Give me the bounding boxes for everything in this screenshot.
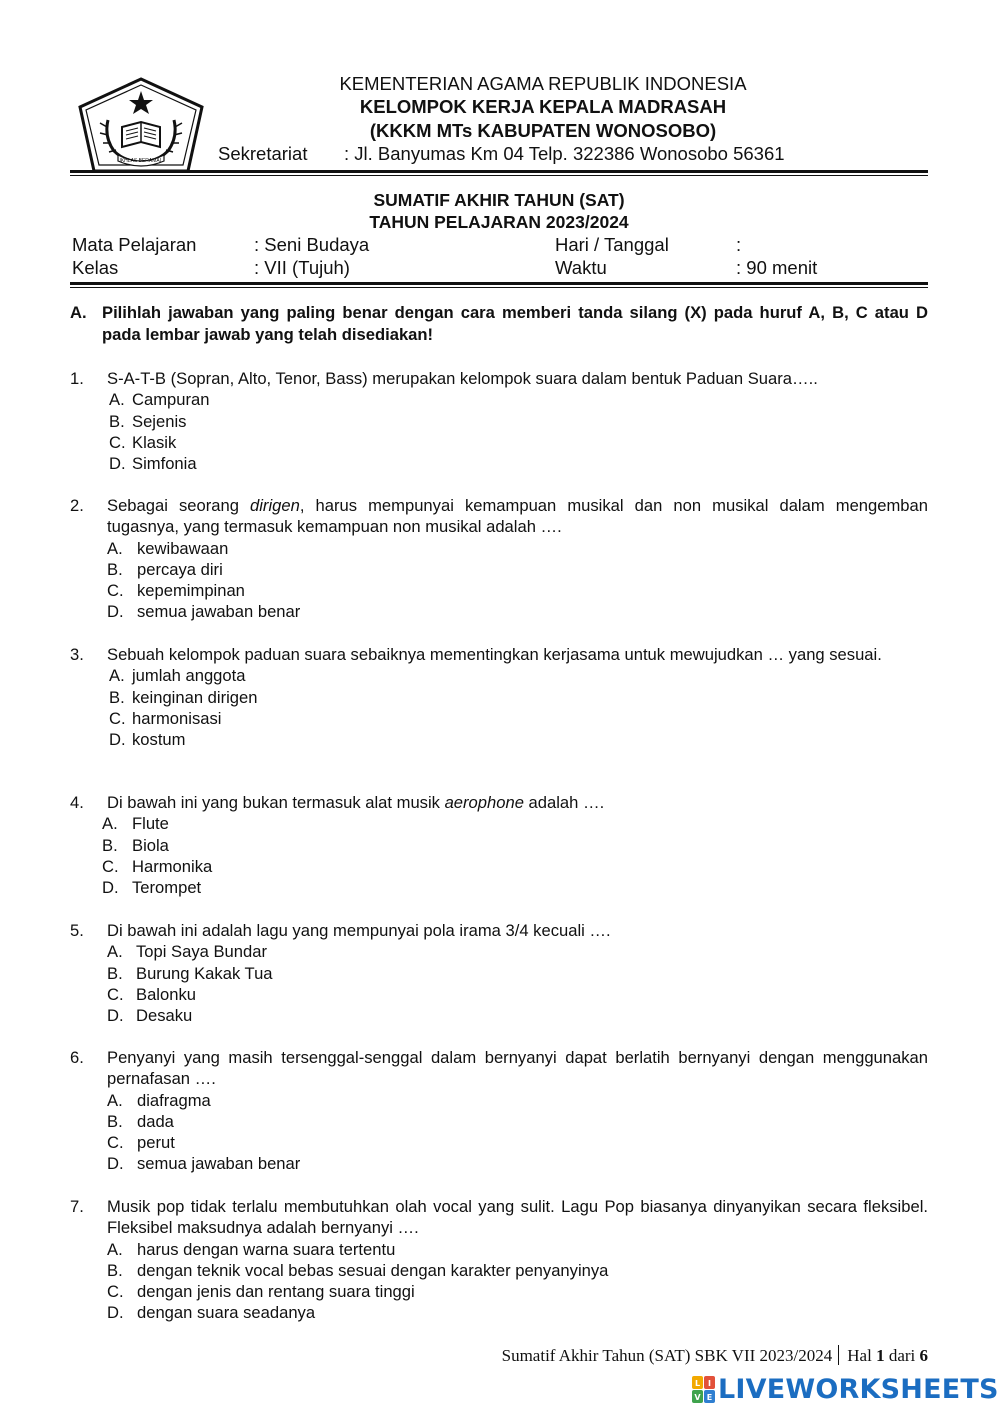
option-a[interactable]: A. Flute (102, 814, 169, 834)
option-b[interactable]: B. keinginan dirigen (109, 687, 258, 707)
question-text: Di bawah ini yang bukan termasuk alat musik aerophone adalah …. (107, 793, 605, 812)
option-a[interactable]: A. Campuran (109, 390, 210, 410)
question-number: 7. (70, 1197, 84, 1216)
subject-label: Mata Pelajaran (72, 234, 197, 255)
option-c[interactable]: C. dengan jenis dan rentang suara tinggi (107, 1282, 415, 1302)
footer-hal: Hal (847, 1346, 872, 1365)
question-number: 3. (70, 645, 84, 664)
page-footer (502, 1345, 928, 1366)
class-value: : VII (Tujuh) (254, 257, 350, 278)
date-value: : (736, 234, 742, 255)
option-a[interactable]: A. Topi Saya Bundar (107, 942, 267, 962)
question-6 (70, 1047, 928, 1175)
footer-doc-title: Sumatif Akhir Tahun (SAT) SBK VII 2023/2024 (501, 1346, 833, 1365)
address-value: : Jl. Banyumas Km 04 Telp. 322386 Wonosobo 56361 (344, 143, 785, 164)
option-c[interactable]: C. perut (107, 1133, 175, 1153)
option-d[interactable]: D. semua jawaban benar (107, 1154, 301, 1174)
option-c[interactable]: C. harmonisasi (109, 708, 222, 728)
option-b[interactable]: B. dengan teknik vocal bebas sesuai dengan karakter penyanyinya (107, 1260, 609, 1280)
liveworksheets-wordmark: LIVEWORKSHEETS (718, 1374, 999, 1405)
option-c[interactable]: C. kepemimpinan (107, 581, 245, 601)
question-number: 2. (70, 496, 84, 515)
option-c[interactable]: C. Balonku (107, 984, 196, 1004)
question-number: 4. (70, 793, 84, 812)
question-3 (70, 644, 928, 750)
option-a[interactable]: A. jumlah anggota (109, 666, 246, 686)
question-text: Sebuah kelompok paduan suara sebaiknya mementingkan kerjasama untuk mewujudkan … yang sesuai. (107, 645, 882, 664)
class-label: Kelas (72, 257, 119, 278)
time-label: Waktu (555, 257, 607, 278)
option-d[interactable]: D. Terompet (102, 878, 202, 898)
option-d[interactable]: D. Desaku (107, 1006, 193, 1026)
question-text: Penyanyi yang masih tersenggal-senggal dalam bernyanyi dapat berlatih bernyanyi dengan menggunakan pernafasan …. (107, 1048, 928, 1089)
section-instruction (70, 302, 928, 346)
question-5 (70, 920, 928, 1026)
meta-rule-thick (70, 282, 928, 285)
question-text: Di bawah ini adalah lagu yang mempunyai pola irama 3/4 kecuali …. (107, 921, 611, 940)
question-7 (70, 1196, 928, 1324)
header-group-abbr: (KKKM MTs KABUPATEN WONOSOBO) (369, 120, 717, 141)
exam-year: TAHUN PELAJARAN 2023/2024 (369, 212, 629, 232)
footer-total-pages: 6 (919, 1346, 928, 1365)
question-number: 1. (70, 369, 84, 388)
option-d[interactable]: D. Simfonia (109, 454, 197, 474)
option-b[interactable]: B. Sejenis (109, 411, 187, 431)
option-d[interactable]: D. kostum (109, 730, 186, 750)
svg-text:V: V (694, 1393, 701, 1402)
option-b[interactable]: B. Biola (102, 835, 169, 855)
svg-text:IKHLAS BERAMAL: IKHLAS BERAMAL (119, 158, 163, 164)
footer-separator (838, 1345, 839, 1365)
question-text: Sebagai seorang dirigen, harus mempunyai kemampuan musikal dan non musikal dalam mengemban tugasnya, yang termasuk kemampuan non musikal adalah …. (107, 496, 928, 537)
option-c[interactable]: C. Klasik (109, 432, 177, 452)
header-ministry: KEMENTERIAN AGAMA REPUBLIK INDONESIA (339, 73, 747, 94)
question-4 (70, 792, 928, 898)
svg-text:E: E (706, 1393, 713, 1402)
option-b[interactable]: B. dada (107, 1111, 174, 1131)
footer-page-number: 1 (876, 1346, 885, 1365)
option-b[interactable]: B. percaya diri (107, 559, 223, 579)
svg-text:L: L (694, 1379, 701, 1388)
header-group: KELOMPOK KERJA KEPALA MADRASAH (359, 96, 727, 117)
exam-title: SUMATIF AKHIR TAHUN (SAT) (373, 190, 625, 210)
section-number: A. (70, 303, 87, 322)
option-b[interactable]: B. Burung Kakak Tua (107, 963, 273, 983)
question-text: S-A-T-B (Sopran, Alto, Tenor, Bass) merupakan kelompok suara dalam bentuk Paduan Suara….. (107, 369, 818, 388)
liveworksheets-icon (692, 1376, 716, 1404)
footer-dari: dari (888, 1346, 916, 1365)
question-text: Musik pop tidak terlalu membutuhkan olah vocal yang sulit. Lagu Pop biasanya dinyanyikan secara fleksibel. Fleksibel maksudnya adalah bernyanyi …. (107, 1197, 928, 1238)
header-address (218, 142, 785, 166)
option-a[interactable]: A. harus dengan warna suara tertentu (107, 1239, 396, 1259)
option-a[interactable]: A. diafragma (107, 1090, 211, 1110)
question-number: 6. (70, 1048, 84, 1067)
option-c[interactable]: C. Harmonika (102, 856, 213, 876)
meta-rule-thin (70, 287, 928, 288)
question-2 (70, 495, 928, 623)
kemenag-logo-icon (70, 75, 212, 175)
svg-text:I: I (708, 1379, 711, 1388)
header-rule-thick (70, 170, 928, 173)
subject-value: : Seni Budaya (254, 234, 370, 255)
address-label: Sekretariat (218, 143, 308, 164)
option-d[interactable]: D. dengan suara seadanya (107, 1303, 316, 1323)
question-number: 5. (70, 921, 84, 940)
section-instruction-text: Pilihlah jawaban yang paling benar dengan cara memberi tanda silang (X) pada huruf A, B, C atau D pada lembar jawab yang telah disediakan! (102, 303, 928, 344)
header-rule-thin (70, 175, 928, 176)
option-d[interactable]: D. semua jawaban benar (107, 602, 301, 622)
question-1 (70, 368, 928, 474)
time-value: : 90 menit (736, 257, 818, 278)
date-label: Hari / Tanggal (555, 234, 669, 255)
option-a[interactable]: A. kewibawaan (107, 538, 229, 558)
